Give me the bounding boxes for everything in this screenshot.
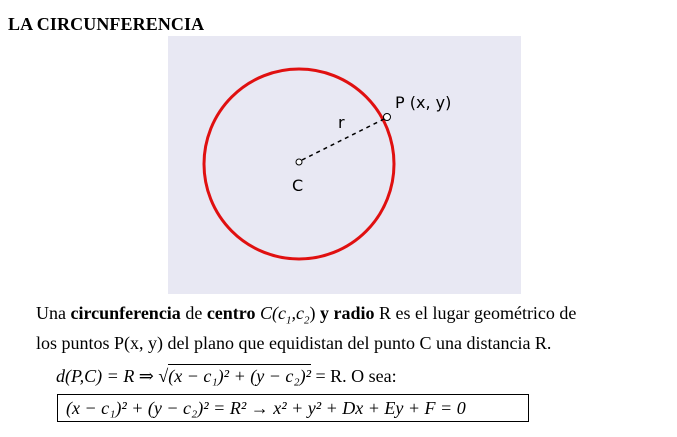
radicand: (x − c₁)² + (y − c₂)²: [168, 366, 311, 386]
bold-term-circunferencia: circunferencia: [70, 303, 181, 323]
definition-line-2: [36, 332, 656, 354]
center-notation: ,c: [291, 303, 304, 323]
circle-diagram: [168, 36, 521, 294]
equation-box: [57, 394, 529, 422]
center-point: [296, 159, 302, 165]
center-notation: C(c: [255, 303, 286, 323]
bold-term-centro: centro: [206, 303, 256, 323]
point-p-label: P (x, y): [395, 93, 452, 112]
distance-lhs: d(P,C) = R ⇒: [56, 366, 159, 386]
subscript: 1: [285, 314, 292, 327]
subscript: 2: [303, 314, 310, 327]
text: de: [180, 303, 207, 323]
text: = R. O sea:: [310, 366, 397, 386]
page-title: LA CIRCUNFERENCIA: [8, 14, 205, 34]
definition-line-1: [36, 302, 656, 332]
circle-svg: [168, 36, 521, 294]
sqrt-sign: √: [158, 366, 169, 386]
distance-formula: [56, 365, 676, 387]
text: ): [309, 303, 320, 323]
radius-label: r: [338, 113, 345, 132]
bold-term-radio: y radio: [319, 303, 375, 323]
text: Una: [36, 303, 71, 323]
center-label: C: [292, 176, 304, 195]
point-p: [384, 114, 391, 121]
text: R es el lugar geométrico de: [374, 303, 577, 323]
circle-equation: (x − c₁)² + (y − c₂)² = R² → x² + y² + Dx + Ey + F = 0: [66, 398, 466, 418]
text: los puntos P(x, y) del plano que equidistan del punto C una distancia R.: [36, 333, 552, 353]
